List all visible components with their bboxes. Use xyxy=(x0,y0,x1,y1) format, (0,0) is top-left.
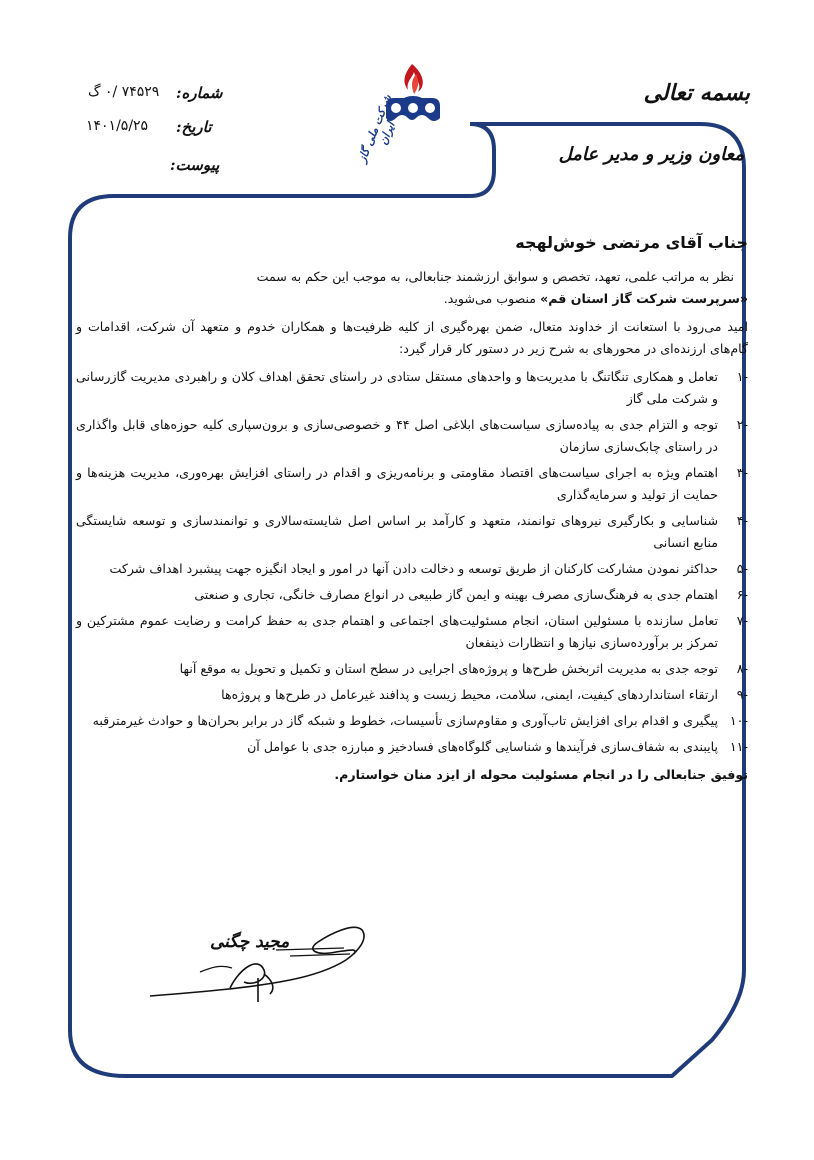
directive-text: توجه جدی به مدیریت اثربخش طرح‌ها و پروژه‌های اجرایی در سطح استان و تکمیل و تحویل به موقع آنها xyxy=(179,661,718,676)
directive-number: -۱۰ xyxy=(729,713,748,728)
directive-number: -۳ xyxy=(736,465,748,480)
directive-text: شناسایی و بکارگیری نیروهای توانمند، متعهد و کارآمد بر اساس اصل شایسته‌سالاری و توانمندسازی و توسعه شایستگی منابع انسانی xyxy=(76,513,718,550)
directive-item xyxy=(76,710,748,732)
number-value: ۷۴۵۲۹ /۰ گ xyxy=(88,84,160,100)
signatory-name: مجید چگنی xyxy=(210,932,290,952)
handwritten-signature xyxy=(140,908,380,1018)
directive-text: حداکثر نمودن مشارکت کارکنان از طریق توسعه و دخالت دادن آنها در امور و ایجاد انگیزه جهت پیشبرد اهداف شرکت xyxy=(109,561,718,576)
intro-line-1: نظر به مراتب علمی، تعهد، تخصص و سوابق ارزشمند جنابعالی، به موجب این حکم به سمت xyxy=(256,269,734,284)
directive-number: -۹ xyxy=(736,687,748,702)
directive-item xyxy=(76,684,748,706)
intro-paragraph-2: امید می‌رود با استعانت از خداوند متعال، ضمن بهره‌گیری از کلیه ظرفیت‌ها و همکاران خدوم و متعهد آن شرکت، اقدامات و گام‌های ارزنده‌ای در محورهای به شرح زیر در دستور کار قرار گیرد: xyxy=(76,319,748,356)
logo-caption-wrapper xyxy=(346,92,406,165)
logo-caption: شرکت ملی گاز ایران xyxy=(355,92,398,165)
directive-number: -۶ xyxy=(736,587,748,602)
intro-line-2-rest: منصوب می‌شوید. xyxy=(443,291,541,306)
directive-item xyxy=(76,366,748,410)
directive-number: -۱۱ xyxy=(729,739,748,754)
intro-paragraph-1 xyxy=(76,266,748,310)
directive-text: اهتمام جدی به فرهنگ‌سازی مصرف بهینه و ایمن گاز طبیعی در انواع مصارف خانگی، تجاری و صنعتی xyxy=(194,587,718,602)
directive-item xyxy=(76,510,748,554)
directive-text: پیگیری و اقدام برای افزایش تاب‌آوری و مقاوم‌سازی تأسیسات، خطوط و شبکه گاز در برابر بحران‌ها و حوادث غیرمترقبه xyxy=(92,713,718,728)
directive-text: تعامل سازنده با مسئولین استان، انجام مسئولیت‌های اجتماعی و اهتمام جدی به حفظ کرامت و رضایت عموم مشترکین و تمرکز بر برآورده‌سازی نیازها و انتظارات ذینفعان xyxy=(76,613,718,650)
directive-item xyxy=(76,414,748,458)
directive-number: -۴ xyxy=(736,513,748,528)
number-label: شماره: xyxy=(176,84,223,102)
directive-text: توجه و التزام جدی به پیاده‌سازی سیاست‌های ابلاغی اصل ۴۴ و خصوصی‌سازی و برون‌سپاری کلیه حوزه‌های قابل واگذاری در راستای چابک‌سازی سازمان xyxy=(76,417,718,454)
directive-number: -۸ xyxy=(736,661,748,676)
directive-item xyxy=(76,462,748,506)
directive-item xyxy=(76,658,748,680)
directive-text: پایبندی به شفاف‌سازی فرآیندها و شناسایی گلوگاه‌های فسادخیز و مبارزه جدی با عوامل آن xyxy=(247,739,718,754)
directive-number: -۲ xyxy=(736,417,748,432)
directive-number: -۷ xyxy=(736,613,748,628)
date-label: تاریخ: xyxy=(176,118,212,136)
basmale-heading: بسمه تعالی xyxy=(643,80,750,106)
directive-list xyxy=(76,366,748,758)
directive-item xyxy=(76,558,748,580)
directive-text: تعامل و همکاری تنگاتنگ با مدیریت‌ها و واحدهای مستقل ستادی در راستای تحقق اهداف کلان و راهبردی مدیریت گازرسانی و شرکت ملی گاز xyxy=(76,369,718,406)
date-value: ۱۴۰۱/۵/۲۵ xyxy=(86,118,149,134)
appointed-position: «سرپرست شرکت گاز استان قم» xyxy=(540,291,748,306)
directive-number: -۱ xyxy=(736,369,748,384)
closing-sentence: توفیق جنابعالی را در انجام مسئولیت محوله از ایزد منان خواستارم. xyxy=(334,767,748,782)
directive-item xyxy=(76,584,748,606)
directive-item xyxy=(76,736,748,758)
directive-text: اهتمام ویژه به اجرای سیاست‌های اقتصاد مقاومتی و برنامه‌ریزی و اقدام در راستای افزایش بهره‌وری، مدیریت هزینه‌ها و حمایت از تولید و سرمایه‌گذاری xyxy=(76,465,718,502)
attachment-label: پیوست: xyxy=(170,156,220,174)
directive-item xyxy=(76,610,748,654)
addressee: جناب آقای مرتضی خوش‌لهجه xyxy=(515,233,748,252)
directive-text: ارتقاء استانداردهای کیفیت، ایمنی، سلامت، محیط زیست و پدافند غیرعامل در طرح‌ها و پروژه‌ها xyxy=(221,687,718,702)
letter-body xyxy=(76,232,748,786)
directive-number: -۵ xyxy=(736,561,748,576)
deputy-title: معاون وزیر و مدیر عامل xyxy=(558,144,744,165)
